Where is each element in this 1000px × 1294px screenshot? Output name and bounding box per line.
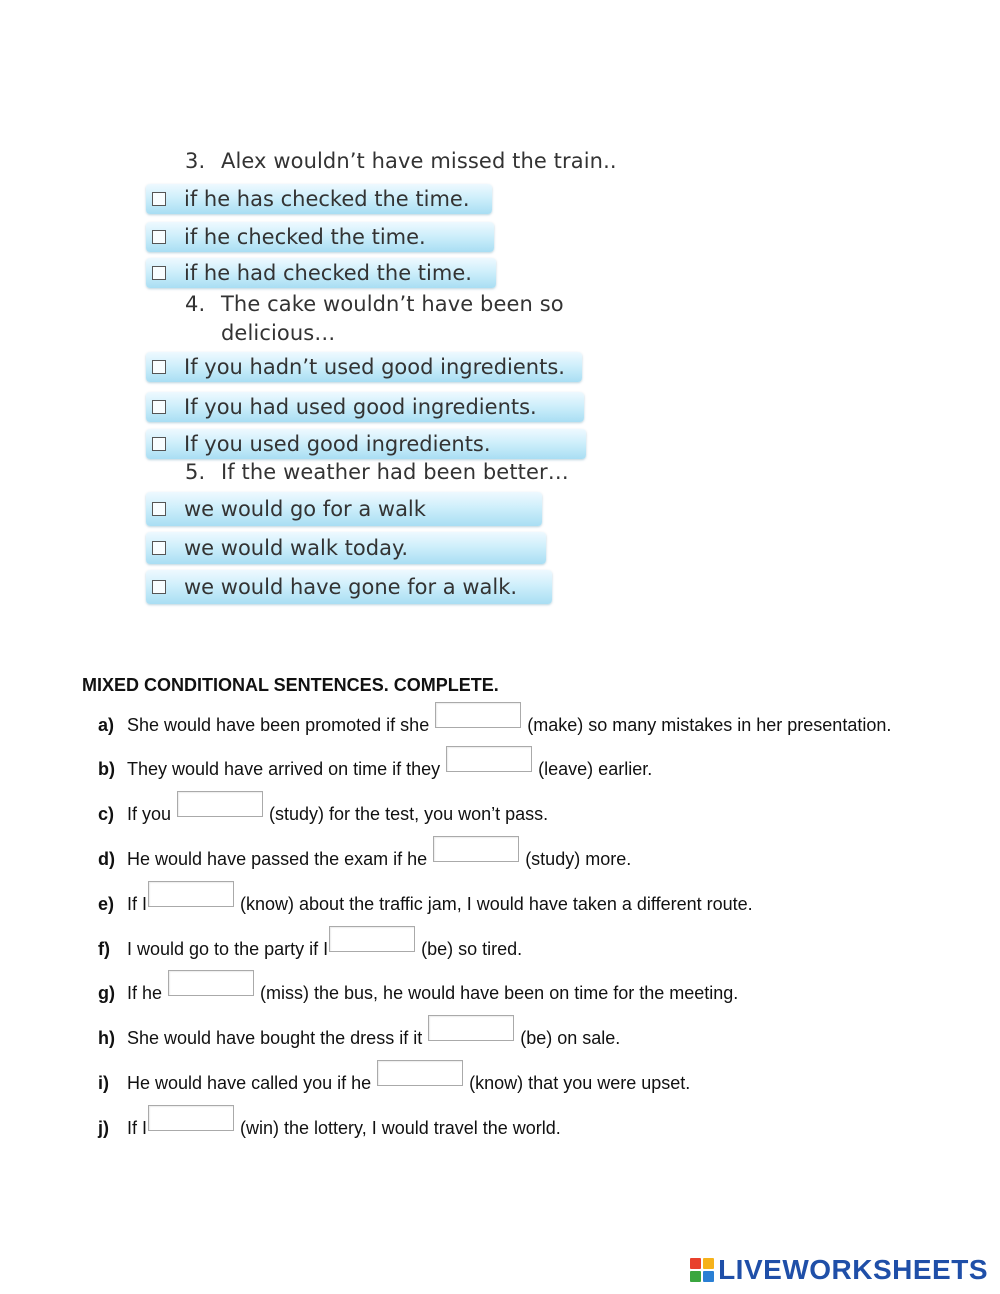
option-4c[interactable] [146, 429, 586, 459]
question-text: Alex wouldn’t have missed the train.. [221, 149, 617, 173]
item-letter: e) [98, 894, 115, 914]
answer-input-c[interactable] [177, 791, 263, 817]
checkbox[interactable] [152, 192, 166, 206]
option-label: if he has checked the time. [184, 187, 470, 211]
checkbox[interactable] [152, 541, 166, 555]
item-text-before: I would go to the party if I [127, 939, 329, 959]
item-text-before: If I [127, 894, 148, 914]
exercise-item-j [98, 1109, 561, 1139]
question-4-prompt-cont [221, 321, 335, 345]
multiple-choice-image [140, 140, 620, 635]
checkbox[interactable] [152, 502, 166, 516]
checkbox[interactable] [152, 400, 166, 414]
item-text-after: (know) that you were upset. [469, 1073, 691, 1093]
exercise-heading: MIXED CONDITIONAL SENTENCES. COMPLETE. [82, 675, 499, 695]
item-text-after: (study) for the test, you won’t pass. [269, 804, 549, 824]
logo-tiles-icon [690, 1258, 714, 1282]
answer-input-j[interactable] [148, 1105, 234, 1131]
item-letter: g) [98, 983, 115, 1003]
item-text-after: (leave) earlier. [538, 759, 653, 779]
option-3c[interactable] [146, 258, 496, 288]
item-letter: d) [98, 849, 115, 869]
item-letter: c) [98, 804, 115, 824]
logo-text: LIVEWORKSHEETS [718, 1254, 988, 1285]
answer-input-h[interactable] [428, 1015, 514, 1041]
item-letter: j) [98, 1118, 109, 1138]
option-5c[interactable] [146, 570, 552, 604]
exercise-item-d [98, 840, 631, 870]
item-text-after: (be) on sale. [520, 1028, 621, 1048]
option-3b[interactable] [146, 222, 494, 252]
exercise-item-c [98, 795, 548, 825]
item-text-before: They would have arrived on time if they [127, 759, 441, 779]
option-label: if he checked the time. [184, 225, 426, 249]
option-3a[interactable] [146, 184, 492, 214]
option-4b[interactable] [146, 392, 584, 422]
item-text-before: If he [127, 983, 163, 1003]
option-label: we would have gone for a walk. [184, 575, 518, 599]
item-text-after: (make) so many mistakes in her presentation. [527, 715, 892, 735]
option-5a[interactable] [146, 492, 542, 526]
item-text-after: (know) about the traffic jam, I would have taken a different route. [240, 894, 753, 914]
liveworksheets-logo [690, 1254, 988, 1286]
exercise-item-i [98, 1064, 690, 1094]
logo-tile [690, 1271, 701, 1282]
answer-input-g[interactable] [168, 970, 254, 996]
item-text-before: He would have called you if he [127, 1073, 372, 1093]
option-label: we would go for a walk [184, 497, 426, 521]
answer-input-i[interactable] [377, 1060, 463, 1086]
question-number: 4. [185, 292, 206, 316]
logo-tile [703, 1271, 714, 1282]
exercise-item-a [98, 706, 891, 736]
item-text-before: If you [127, 804, 172, 824]
item-letter: h) [98, 1028, 115, 1048]
item-letter: f) [98, 939, 110, 959]
answer-input-f[interactable] [329, 926, 415, 952]
answer-input-e[interactable] [148, 881, 234, 907]
option-label: If you had used good ingredients. [184, 395, 537, 419]
item-text-before: He would have passed the exam if he [127, 849, 428, 869]
exercise-item-b [98, 750, 652, 780]
question-text: delicious… [221, 321, 336, 345]
item-text-after: (miss) the bus, he would have been on time for the meeting. [260, 983, 739, 1003]
item-letter: i) [98, 1073, 109, 1093]
answer-input-a[interactable] [435, 702, 521, 728]
answer-input-b[interactable] [446, 746, 532, 772]
checkbox[interactable] [152, 266, 166, 280]
item-text-before: She would have been promoted if she [127, 715, 430, 735]
option-label: If you used good ingredients. [184, 432, 491, 456]
question-number: 3. [185, 149, 206, 173]
question-3-prompt [185, 149, 617, 173]
option-label: If you hadn’t used good ingredients. [184, 355, 565, 379]
checkbox[interactable] [152, 360, 166, 374]
item-text-before: If I [127, 1118, 148, 1138]
option-label: if he had checked the time. [184, 261, 472, 285]
logo-tile [703, 1258, 714, 1269]
option-label: we would walk today. [184, 536, 409, 560]
question-text: The cake wouldn’t have been so [221, 292, 564, 316]
question-text: If the weather had been better… [221, 460, 569, 484]
question-number: 5. [185, 460, 206, 484]
exercise-item-h [98, 1019, 620, 1049]
item-letter: a) [98, 715, 115, 735]
question-4-prompt [185, 292, 564, 316]
option-4a[interactable] [146, 352, 582, 382]
checkbox[interactable] [152, 437, 166, 451]
checkbox[interactable] [152, 230, 166, 244]
question-5-prompt [185, 460, 569, 484]
option-5b[interactable] [146, 532, 546, 564]
exercise-item-e [98, 885, 753, 915]
item-text-after: (be) so tired. [421, 939, 523, 959]
item-text-before: She would have bought the dress if it [127, 1028, 423, 1048]
checkbox[interactable] [152, 580, 166, 594]
item-text-after: (study) more. [525, 849, 632, 869]
answer-input-d[interactable] [433, 836, 519, 862]
item-text-after: (win) the lottery, I would travel the world. [240, 1118, 561, 1138]
exercise-item-f [98, 930, 522, 960]
exercise-item-g [98, 974, 738, 1004]
logo-tile [690, 1258, 701, 1269]
item-letter: b) [98, 759, 115, 779]
